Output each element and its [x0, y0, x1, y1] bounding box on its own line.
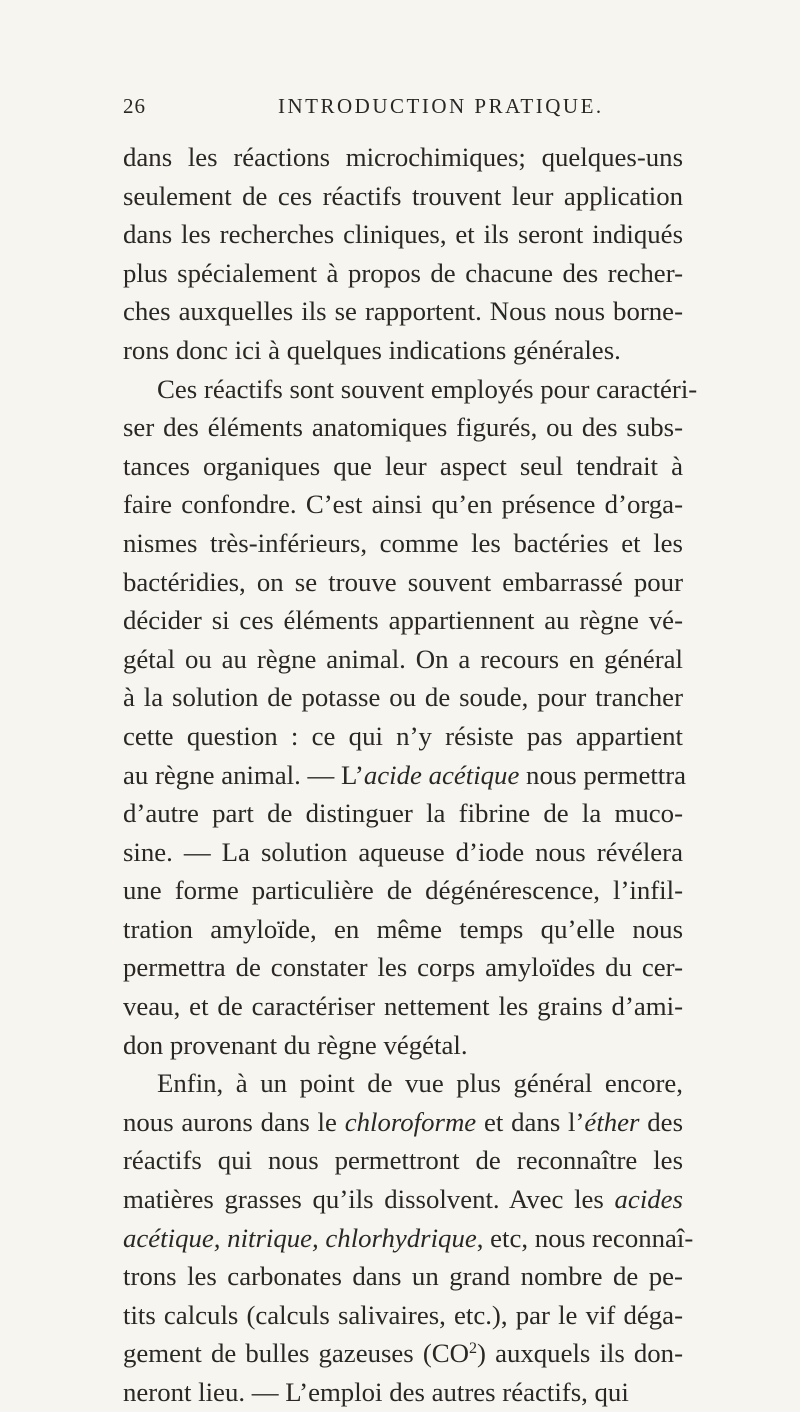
page-number: 26	[123, 94, 146, 118]
text-line	[123, 138, 683, 177]
text-line	[123, 1064, 683, 1103]
text-line	[123, 717, 683, 756]
text-run: ) auxquels ils don-	[477, 1338, 683, 1369]
text-line	[123, 601, 683, 640]
text-line	[123, 370, 698, 409]
text-run: faire confondre. C’est ainsi qu’en présence d’orga-	[123, 489, 683, 520]
text-run: veau, et de caractériser nettement les grains d’ami-	[123, 991, 683, 1022]
text-run: Ces réactifs sont souvent employés pour caractéri-	[157, 373, 698, 404]
text-line	[123, 1219, 694, 1258]
text-run: au règne animal. — L’	[123, 759, 364, 790]
text-run: cette question : ce qui n’y résiste pas appartient	[123, 720, 683, 751]
text-line	[123, 485, 683, 524]
text-run: don provenant du règne végétal.	[123, 1029, 468, 1060]
text-run: nous aurons dans le	[123, 1106, 345, 1137]
text-line	[123, 1296, 683, 1335]
italic-term: acide acétique	[363, 759, 520, 790]
text-run: trons les carbonates dans un grand nombre de pe-	[123, 1261, 683, 1292]
text-line	[123, 563, 683, 602]
text-run: seulement de ces réactifs trouvent leur application	[123, 180, 683, 211]
text-run: gement de bulles gazeuses (CO	[123, 1338, 469, 1369]
text-line	[123, 678, 683, 717]
text-run: ser des éléments anatomiques figurés, ou des subs-	[123, 412, 683, 443]
text-run: sine. — La solution aqueuse d’iode nous révélera	[123, 836, 683, 867]
text-run: tits calculs (calculs salivaires, etc.), par le vif déga-	[123, 1299, 683, 1330]
italic-term: acétique, nitrique, chlorhydrique	[123, 1222, 477, 1253]
text-line	[123, 408, 683, 447]
text-line	[123, 1141, 683, 1180]
italic-term: éther	[584, 1106, 640, 1137]
text-line	[123, 215, 683, 254]
text-run: gétal ou au règne animal. On a recours en général	[123, 643, 683, 674]
text-run: décider si ces éléments appartiennent au règne vé-	[123, 605, 683, 636]
text-run: à la solution de potasse ou de soude, pour trancher	[123, 682, 683, 713]
text-run: nous permettra	[519, 759, 687, 790]
text-line	[123, 1180, 683, 1219]
running-head: INTRODUCTION PRATIQUE.	[278, 94, 604, 118]
text-line	[123, 1026, 683, 1065]
text-line	[123, 948, 683, 987]
text-run: ches auxquelles ils se rapportent. Nous nous borne-	[123, 296, 683, 327]
text-line	[123, 987, 683, 1026]
text-line	[123, 1257, 683, 1296]
text-line	[123, 910, 683, 949]
text-run: et dans l’	[476, 1106, 585, 1137]
text-run: bactéridies, on se trouve souvent embarrassé pour	[123, 566, 683, 597]
text-line	[123, 292, 683, 331]
text-line	[123, 1103, 683, 1142]
text-line	[123, 177, 683, 216]
text-line	[123, 254, 683, 293]
text-run: nismes très-inférieurs, comme les bactéries et les	[123, 527, 683, 558]
text-line	[123, 331, 683, 370]
text-run: des	[639, 1106, 683, 1137]
italic-term: chloroforme	[344, 1106, 477, 1137]
text-line	[123, 756, 687, 795]
text-line	[123, 1334, 683, 1373]
body-text	[123, 138, 698, 1412]
text-run: permettra de constater les corps amyloïdes du cer-	[123, 952, 683, 983]
text-run: tances organiques que leur aspect seul tendrait à	[123, 450, 683, 481]
text-run: plus spécialement à propos de chacune des recher-	[123, 257, 683, 288]
text-run: dans les réactions microchimiques; quelques-uns	[123, 142, 683, 172]
text-run: neront lieu. — L’emploi des autres réactifs, qui	[123, 1377, 629, 1407]
text-line	[123, 1373, 683, 1412]
text-line	[123, 794, 683, 833]
page-header	[123, 94, 683, 124]
text-run: réactifs qui nous permettront de reconnaître les	[123, 1145, 683, 1176]
text-line	[123, 871, 683, 910]
text-run: une forme particulière de dégénérescence, l’infil-	[123, 875, 683, 906]
text-run: tration amyloïde, en même temps qu’elle nous	[123, 913, 683, 944]
text-line	[123, 447, 683, 486]
superscript: 2	[469, 1340, 478, 1358]
text-run: dans les recherches cliniques, et ils seront indiqués	[123, 219, 683, 250]
text-run: Enfin, à un point de vue plus général encore,	[157, 1068, 683, 1099]
text-line	[123, 524, 683, 563]
text-run: d’autre part de distinguer la fibrine de la muco-	[123, 798, 683, 829]
italic-term: acides	[614, 1184, 683, 1215]
text-line	[123, 833, 683, 872]
text-run: matières grasses qu’ils dissolvent. Avec les	[123, 1184, 615, 1215]
text-run: rons donc ici à quelques indications générales.	[123, 334, 621, 365]
text-run: , etc, nous reconnaî-	[476, 1222, 694, 1253]
text-line	[123, 640, 683, 679]
